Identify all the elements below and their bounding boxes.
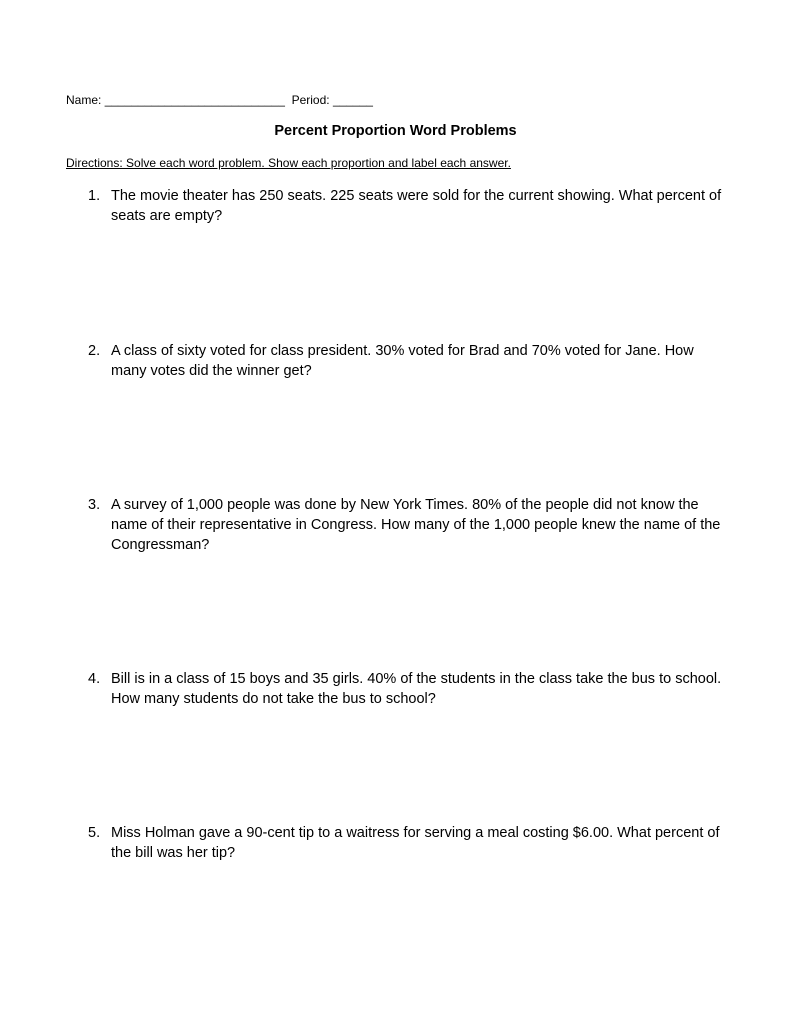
problem-item <box>88 341 728 381</box>
period-label: Period: <box>291 93 330 107</box>
name-period-line <box>66 93 373 107</box>
period-blank: ______ <box>332 93 373 107</box>
problem-number: 5. <box>88 825 101 841</box>
worksheet-title: Percent Proportion Word Problems <box>274 123 517 139</box>
problem-text: Miss Holman gave a 90-cent tip to a waitress for serving a meal costing $6.00. What percent of the bill was her tip? <box>111 825 720 861</box>
problem-number: 2. <box>88 343 101 359</box>
directions: Directions: Solve each word problem. Show each proportion and label each answer. <box>66 156 511 170</box>
problem-number: 1. <box>88 188 101 204</box>
problem-text: A class of sixty voted for class president. 30% voted for Brad and 70% voted for Jane. How many votes did the winner get? <box>111 343 694 379</box>
problem-item <box>88 823 728 863</box>
problem-text: A survey of 1,000 people was done by New York Times. 80% of the people did not know the name of their representative in Congress. How many of the 1,000 people knew the name of the Congressman? <box>111 497 721 553</box>
problem-number: 3. <box>88 497 101 513</box>
problem-item <box>88 669 728 709</box>
problem-item <box>88 495 728 555</box>
name-label: Name: <box>66 93 102 107</box>
name-blank: ___________________________ <box>104 93 285 107</box>
problem-text: The movie theater has 250 seats. 225 seats were sold for the current showing. What percent of seats are empty? <box>111 188 722 224</box>
problem-number: 4. <box>88 671 101 687</box>
problem-text: Bill is in a class of 15 boys and 35 girls. 40% of the students in the class take the bus to school. How many students do not take the bus to school? <box>111 671 722 707</box>
problem-item <box>88 186 728 226</box>
